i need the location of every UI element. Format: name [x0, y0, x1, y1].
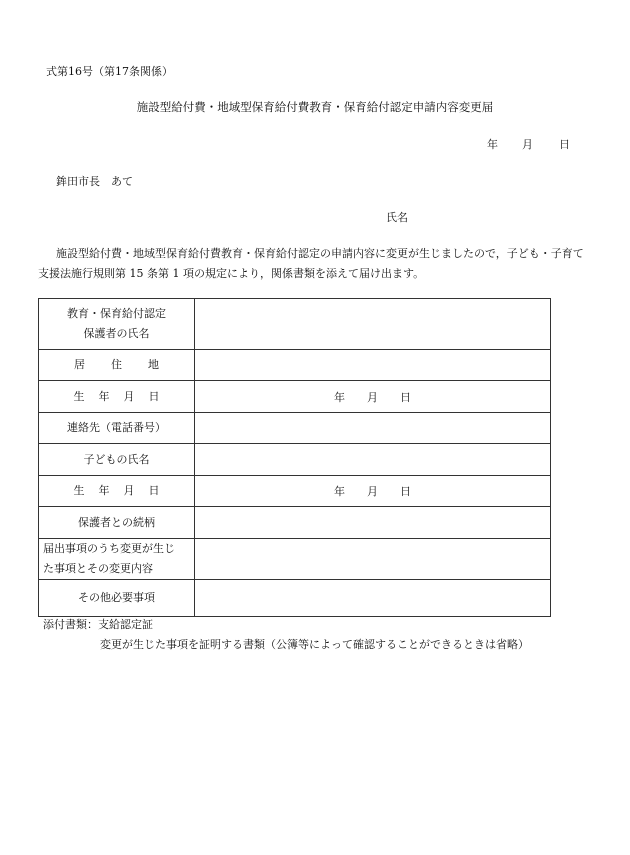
ymd-day: 日: [400, 485, 411, 498]
table-row: [39, 413, 551, 444]
birthdate-label-char: 月: [123, 484, 135, 497]
table-row: [39, 381, 551, 413]
date-year-label: 年: [487, 138, 498, 151]
body-line-1: 施設型給付費・地域型保育給付費教育・保育給付認定の申請内容に変更が生じましたので，子ども・子育て: [56, 247, 584, 260]
birthdate-label-char: 日: [148, 484, 160, 497]
contact-field[interactable]: [195, 413, 551, 444]
residence-label: [39, 350, 195, 381]
ymd-day: 日: [400, 390, 411, 404]
attachments-label: 添付書類：支給認定証: [43, 618, 153, 631]
table-row: [39, 350, 551, 381]
guardian-name-label-line1: 教育・保育給付認定: [67, 307, 166, 320]
birthdate-label-char: 生: [73, 484, 85, 497]
ymd-month: 月: [367, 485, 378, 498]
applicant-name-label: 氏名: [386, 211, 408, 224]
child-name-field[interactable]: [195, 444, 551, 476]
ymd-month: 月: [367, 390, 378, 404]
table-row: [39, 507, 551, 539]
table-row: [39, 539, 551, 580]
child-birthdate-label: [39, 476, 195, 507]
other-field[interactable]: [195, 580, 551, 617]
form-title: 施設型給付費・地域型保育給付費教育・保育給付認定申請内容変更届: [136, 100, 494, 114]
guardian-name-field[interactable]: [195, 299, 551, 350]
changes-label-line2: た事項とその変更内容: [43, 562, 153, 575]
table-row: [39, 580, 551, 617]
attachments-item-2: 変更が生じた事項を証明する書類（公簿等によって確認することができるときは省略）: [100, 638, 529, 651]
body-line-2: 支援法施行規則第 15 条第 1 項の規定により，関係書類を添えて届け出ます。: [38, 267, 425, 280]
ymd-year: 年: [334, 485, 345, 498]
table-row: [39, 476, 551, 507]
guardian-birthdate-label: [39, 381, 195, 413]
relationship-label: 保護者との続柄: [39, 507, 195, 539]
residence-label-char: 住: [111, 358, 122, 371]
addressee: 鉾田市長 あて: [56, 175, 133, 188]
guardian-name-label-line2: 保護者の氏名: [83, 327, 150, 340]
birthdate-label-char: 年: [98, 484, 110, 497]
birthdate-label-char: 日: [148, 389, 160, 403]
guardian-birthdate-field[interactable]: [195, 381, 551, 413]
child-birthdate-field[interactable]: [195, 476, 551, 507]
date-day-label: 日: [559, 138, 570, 151]
residence-label-char: 地: [148, 358, 159, 371]
ymd-year: 年: [334, 390, 345, 404]
date-month-label: 月: [522, 138, 533, 151]
guardian-name-label: [39, 299, 195, 350]
residence-field[interactable]: [195, 350, 551, 381]
other-label: その他必要事項: [39, 580, 195, 617]
child-name-label: 子どもの氏名: [39, 444, 195, 476]
date-line: [487, 136, 570, 152]
table-row: [39, 299, 551, 350]
contact-label: 連絡先（電話番号）: [39, 413, 195, 444]
residence-label-char: 居: [74, 358, 85, 371]
form-number: 式第16号（第17条関係）: [46, 65, 173, 78]
application-table: [38, 298, 551, 617]
birthdate-label-char: 年: [98, 389, 110, 403]
changes-field[interactable]: [195, 539, 551, 580]
birthdate-label-char: 月: [123, 389, 135, 403]
table-row: [39, 444, 551, 476]
relationship-field[interactable]: [195, 507, 551, 539]
birthdate-label-char: 生: [73, 389, 85, 403]
changes-label-line1: 届出事項のうち変更が生じ: [43, 542, 175, 555]
changes-label: [39, 539, 195, 580]
body-text: [38, 244, 593, 284]
